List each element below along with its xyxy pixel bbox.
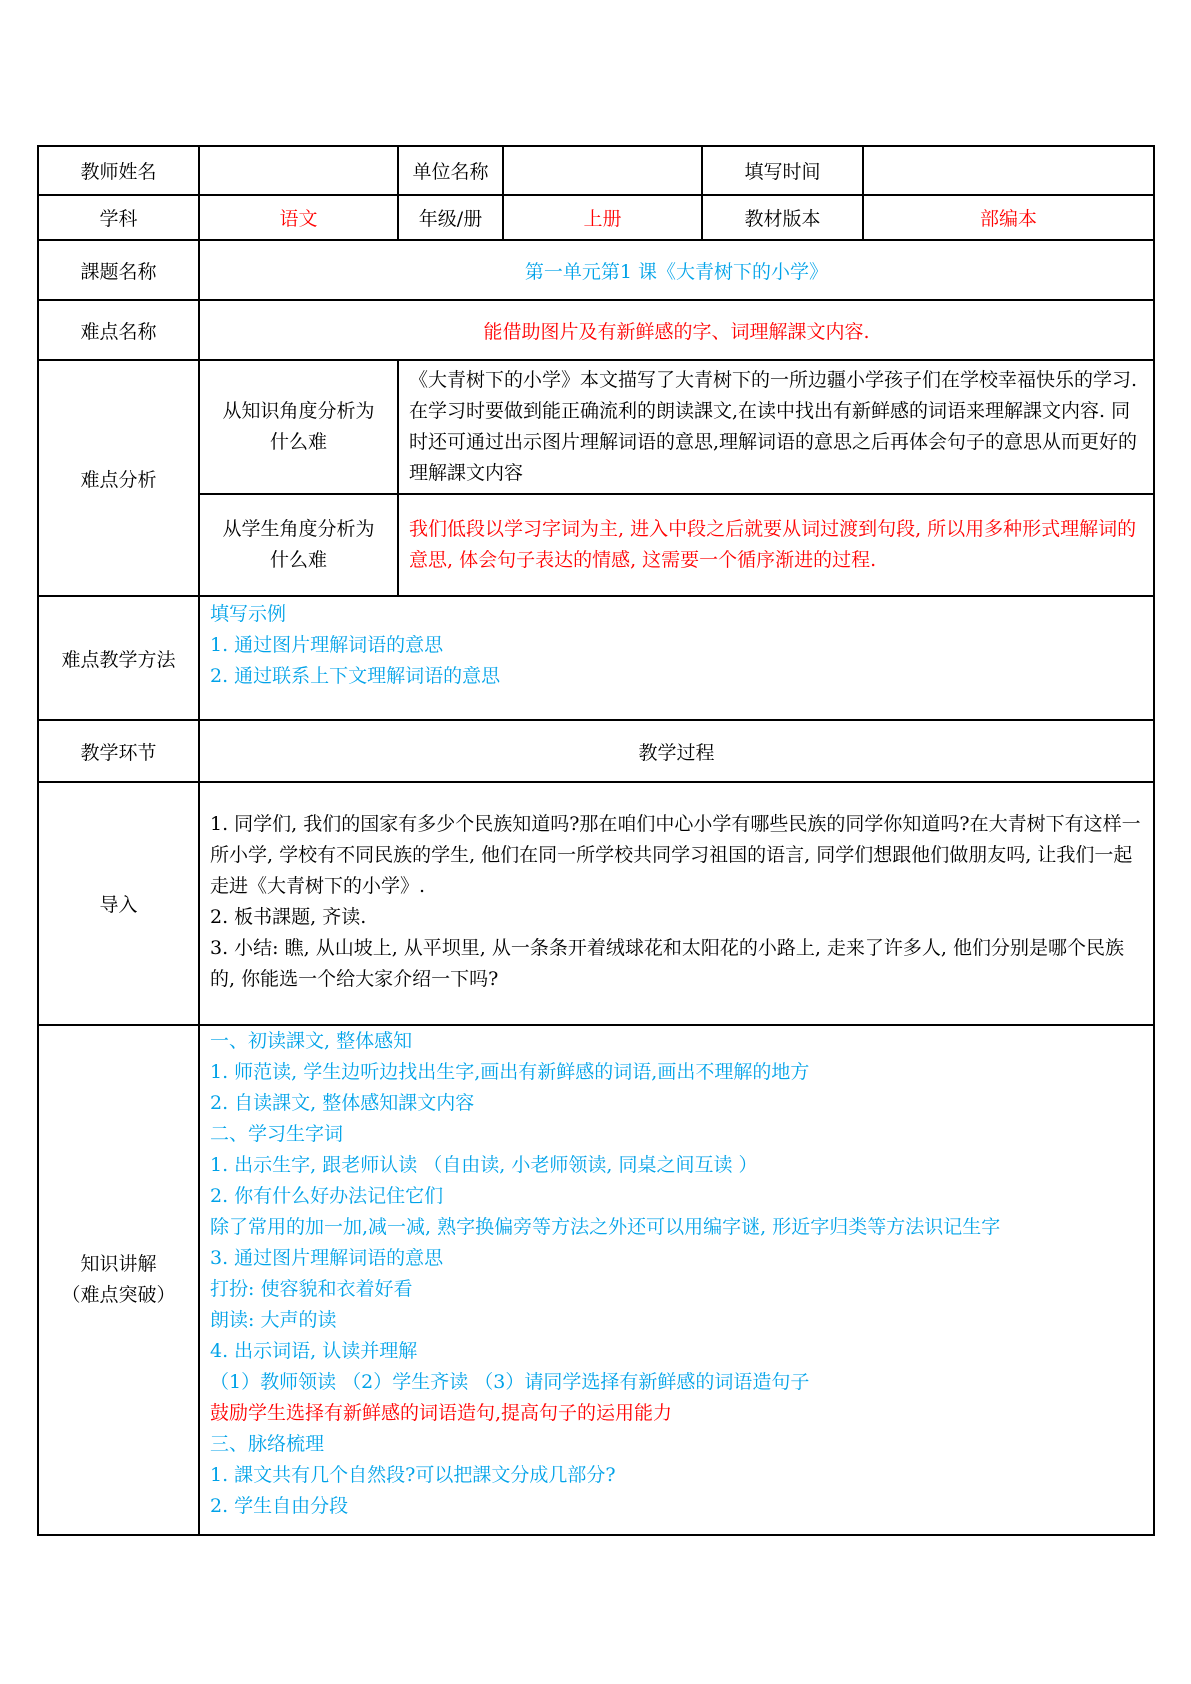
teaching-process-label: 教学过程 <box>199 720 1154 782</box>
intro-item: 1. 同学们, 我们的国家有多少个民族知道吗?那在咱们中心小学有哪些民族的同学你知道吗?在大青树下有这样一所小学, 学校有不同民族的学生, 他们在同一所学校共同学习祖国的语言, 同学们想跟他们做朋友吗, 让我们一起走进《大青树下的小学》. <box>210 812 1141 897</box>
knowledge-line: 2. 学生自由分段 <box>210 1495 349 1517</box>
method-label: 难点教学方法 <box>38 596 199 720</box>
knowledge-line: （1）教师领读 （2）学生齐读 （3）请同学选择有新鲜感的词语造句子 <box>210 1371 810 1393</box>
knowledge-line: 1. 出示生字, 跟老师认读 （自由读, 小老师领读, 同桌之间互读 ） <box>210 1154 758 1176</box>
knowledge-content <box>199 1025 1154 1535</box>
knowledge-label-line1: 知识讲解 <box>80 1253 157 1275</box>
process-header-row <box>38 720 1154 782</box>
teacher-name-value[interactable] <box>199 146 398 195</box>
knowledge-line: 1. 課文共有几个自然段?可以把課文分成几部分? <box>210 1464 616 1486</box>
method-item: 1. 通过图片理解词语的意思 <box>210 634 444 656</box>
grade-value: 上册 <box>503 195 702 240</box>
student-angle-text: 我们低段以学习字词为主, 进入中段之后就要从词过渡到句段, 所以用多种形式理解词的意思, 体会句子表达的情感, 这需要一个循序渐进的过程. <box>398 494 1154 596</box>
knowledge-line: 1. 师范读, 学生边听边找出生字,画出有新鲜感的词语,画出不理解的地方 <box>210 1061 810 1083</box>
topic-label: 課题名称 <box>38 240 199 300</box>
intro-item: 2. 板书課题, 齐读. <box>210 905 367 928</box>
teaching-step-label: 教学环节 <box>38 720 199 782</box>
fill-time-label: 填写时间 <box>702 146 863 195</box>
knowledge-line: 三、脉络梳理 <box>210 1433 325 1455</box>
knowledge-line: 2. 你有什么好办法记住它们 <box>210 1185 444 1207</box>
knowledge-angle-label: 从知识角度分析为什么难 <box>199 360 398 494</box>
header-row-1 <box>38 146 1154 195</box>
knowledge-line: 鼓励学生选择有新鲜感的词语造句,提高句子的运用能力 <box>210 1402 673 1424</box>
knowledge-line: 一、初读課文, 整体感知 <box>210 1030 413 1052</box>
analysis-student-row <box>38 494 1154 596</box>
method-content <box>199 596 1154 720</box>
knowledge-line: 2. 自读課文, 整体感知課文内容 <box>210 1092 475 1114</box>
fill-time-value[interactable] <box>863 146 1154 195</box>
intro-label: 导入 <box>38 782 199 1025</box>
knowledge-label-line2: （难点突破） <box>61 1284 176 1306</box>
method-item: 2. 通过联系上下文理解词语的意思 <box>210 665 501 687</box>
knowledge-row <box>38 1025 1154 1535</box>
unit-name-value[interactable] <box>503 146 702 195</box>
method-example-heading: 填写示例 <box>210 603 287 625</box>
difficulty-row <box>38 300 1154 360</box>
topic-value: 第一单元第1 课《大青树下的小学》 <box>199 240 1154 300</box>
method-row <box>38 596 1154 720</box>
grade-label: 年级/册 <box>398 195 503 240</box>
header-row-2 <box>38 195 1154 240</box>
knowledge-lines <box>210 1026 1143 1522</box>
difficulty-label: 难点名称 <box>38 300 199 360</box>
topic-row <box>38 240 1154 300</box>
intro-row <box>38 782 1154 1025</box>
analysis-label: 难点分析 <box>38 360 199 596</box>
knowledge-line: 3. 通过图片理解词语的意思 <box>210 1247 444 1269</box>
subject-value: 语文 <box>199 195 398 240</box>
knowledge-label <box>38 1025 199 1535</box>
student-angle-label: 从学生角度分析为什么难 <box>199 494 398 596</box>
knowledge-line: 4. 出示词语, 认读并理解 <box>210 1340 418 1362</box>
subject-label: 学科 <box>38 195 199 240</box>
intro-content <box>199 782 1154 1025</box>
knowledge-line: 打扮: 使容貌和衣着好看 <box>210 1278 413 1300</box>
knowledge-line: 除了常用的加一加,减一减, 熟字换偏旁等方法之外还可以用编字谜, 形近字归类等方法识记生字 <box>210 1216 1001 1238</box>
intro-item: 3. 小结: 瞧, 从山坡上, 从平坝里, 从一条条开着绒球花和太阳花的小路上, 走来了许多人, 他们分别是哪个民族的, 你能选一个给大家介绍一下吗? <box>210 936 1125 990</box>
unit-name-label: 单位名称 <box>398 146 503 195</box>
lesson-plan-table <box>37 145 1155 1536</box>
difficulty-value: 能借助图片及有新鲜感的字、词理解課文内容. <box>199 300 1154 360</box>
edition-label: 教材版本 <box>702 195 863 240</box>
analysis-knowledge-row <box>38 360 1154 494</box>
knowledge-line: 二、学习生字词 <box>210 1123 344 1145</box>
knowledge-angle-text: 《大青树下的小学》本文描写了大青树下的一所边疆小学孩子们在学校幸福快乐的学习. 在学习时要做到能正确流利的朗读課文,在读中找出有新鲜感的词语来理解課文内容. 同时还可通过出示图片理解词语的意思,理解词语的意思之后再体会句子的意思从而更好的理解課文内容 <box>398 360 1154 494</box>
edition-value: 部编本 <box>863 195 1154 240</box>
knowledge-line: 朗读: 大声的读 <box>210 1309 337 1331</box>
teacher-name-label: 教师姓名 <box>38 146 199 195</box>
